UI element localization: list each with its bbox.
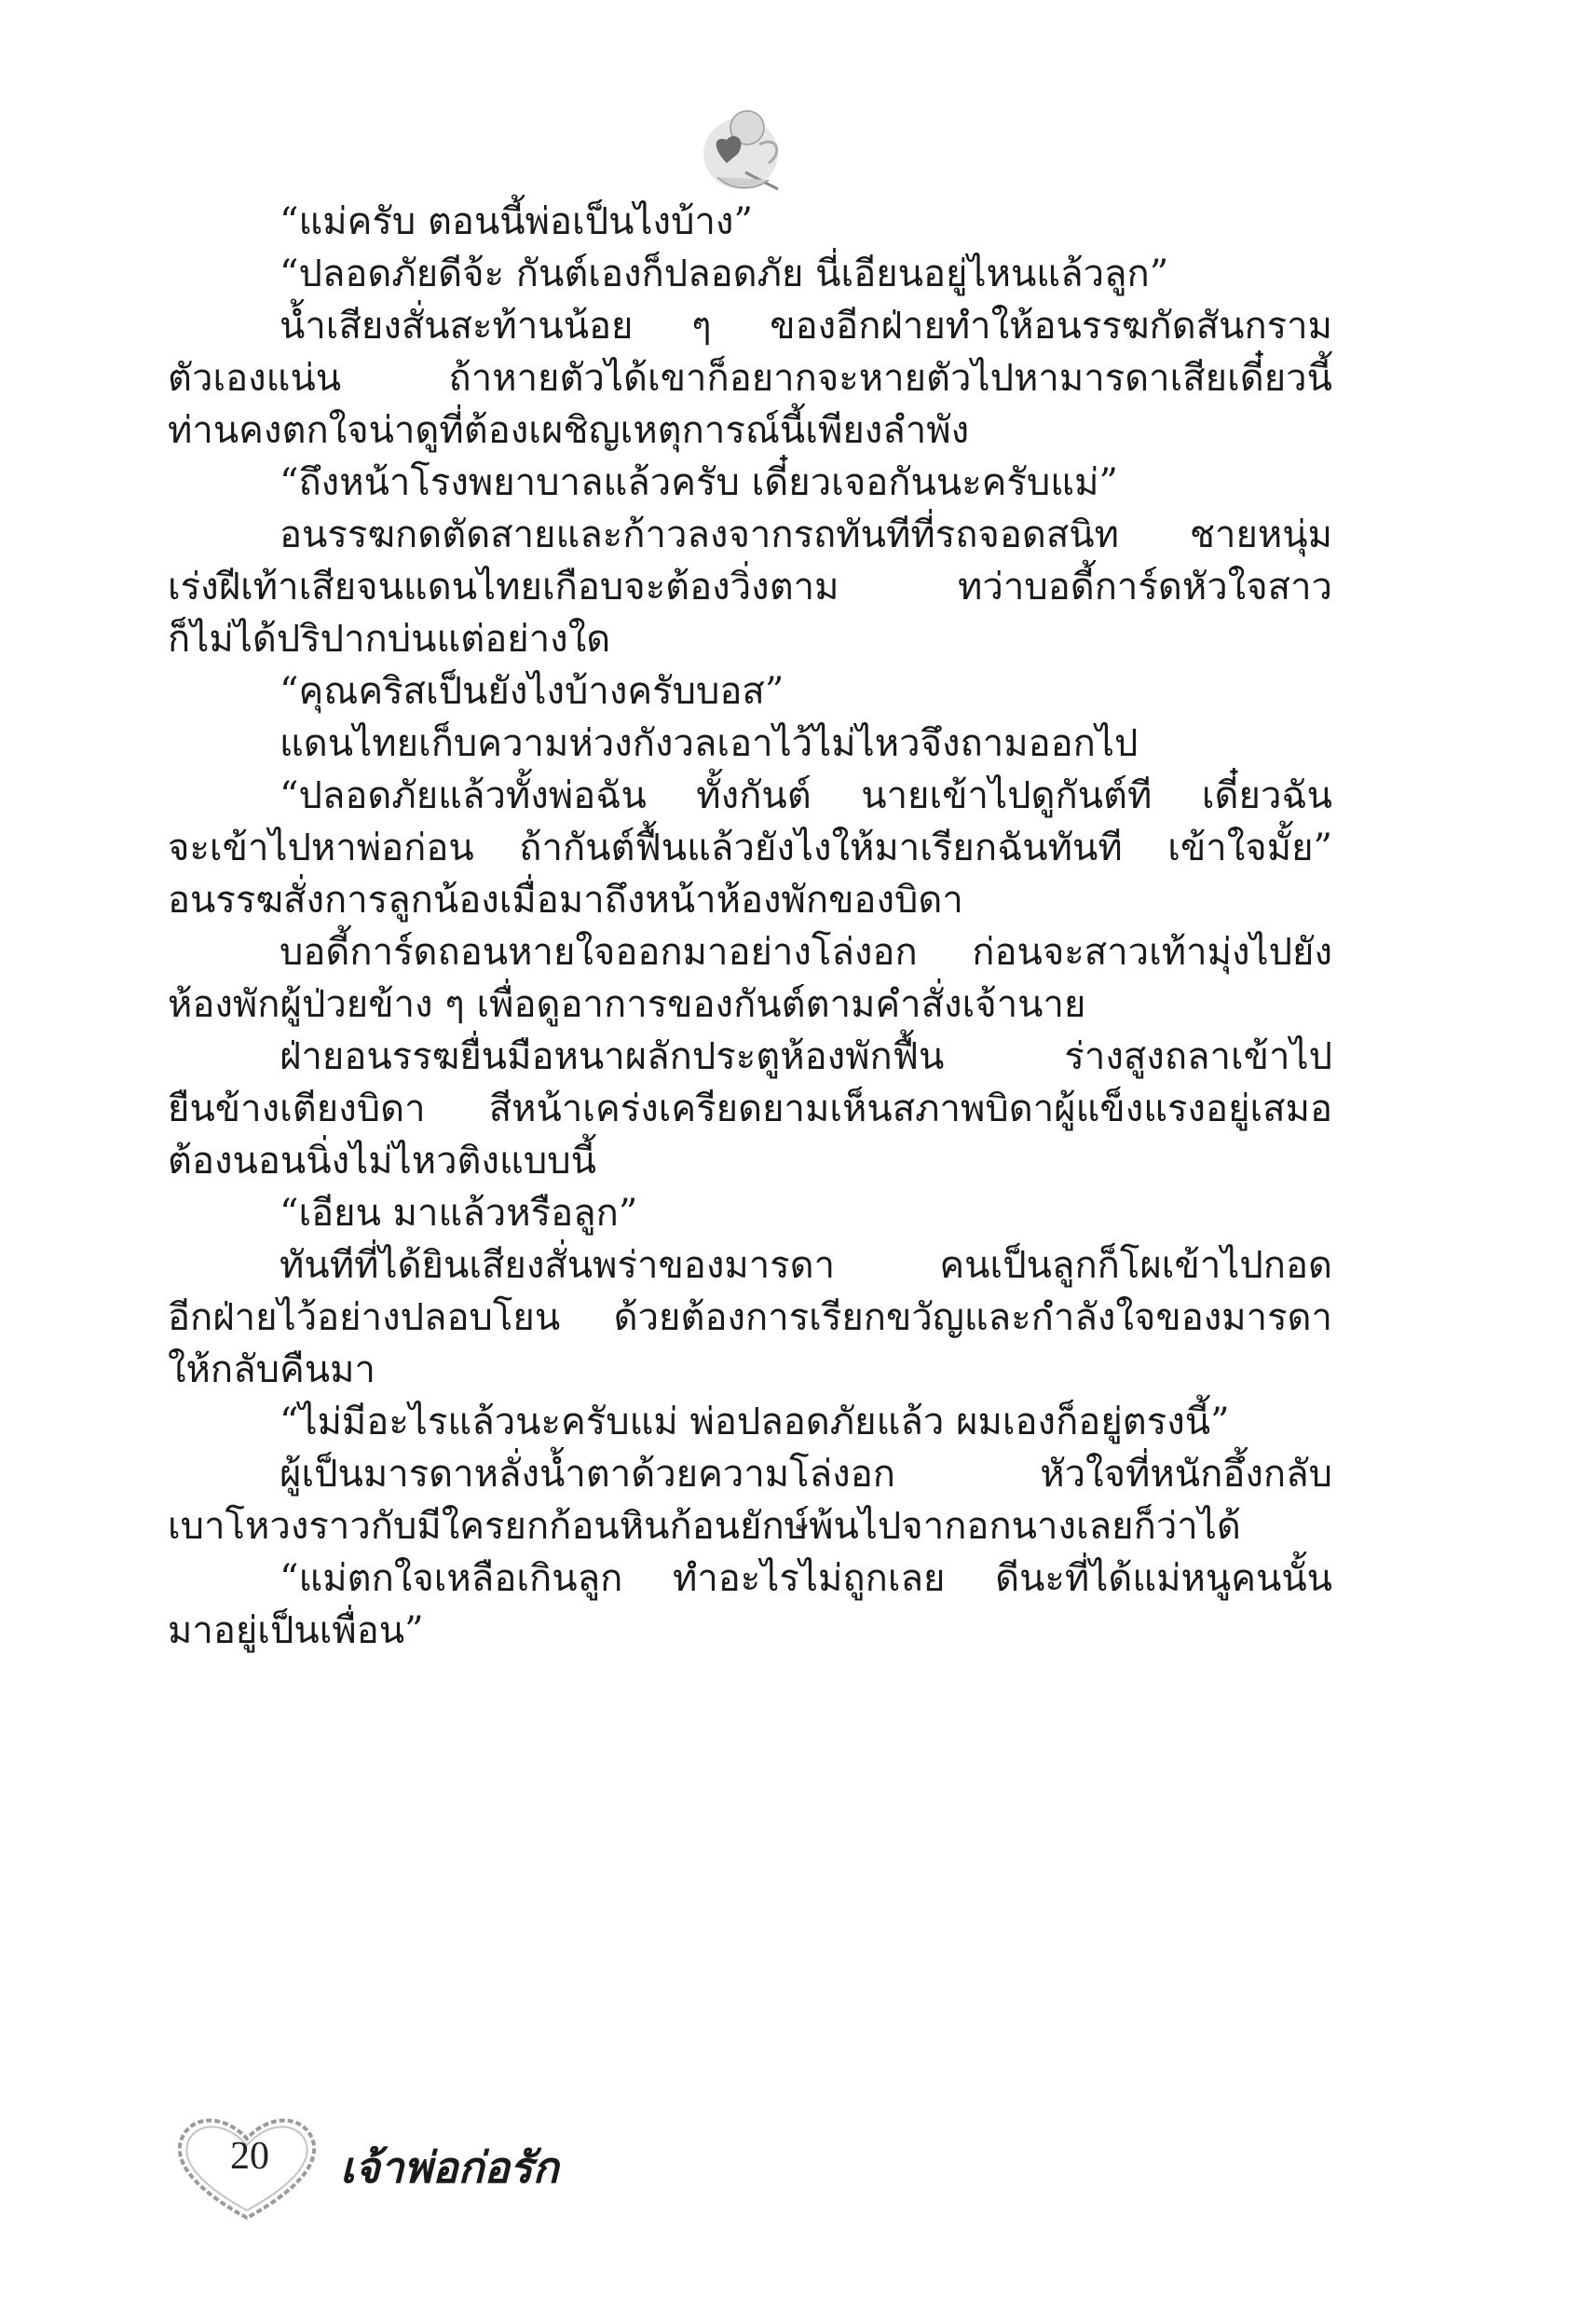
- text-line: เร่งฝีเท้าเสียจนแดนไทยเกือบจะต้องวิ่งตาม ทว่าบอดี้การ์ดหัวใจสาว: [168, 566, 1332, 609]
- text-line: “ไม่มีอะไรแล้วนะครับแม่ พ่อปลอดภัยแล้ว ผมเองก็อยู่ตรงนี้”: [280, 1401, 1230, 1443]
- text-line: ให้กลับคืนมา: [168, 1348, 375, 1391]
- text-line: ฝ่ายอนรรฆยื่นมือหนาผลักประตูห้องพักฟื้น ร่างสูงถลาเข้าไป: [280, 1035, 1332, 1078]
- text-line: ตัวเองแน่น ถ้าหายตัวได้เขาก็อยากจะหายตัวไปหามารดาเสียเดี๋ยวนี้: [168, 357, 1332, 400]
- text-line: ผู้เป็นมารดาหลั่งน้ำตาด้วยความโล่งอก หัวใจที่หนักอึ้งกลับ: [280, 1453, 1332, 1496]
- text-line: ทันทีที่ได้ยินเสียงสั่นพร่าของมารดา คนเป็นลูกก็โผเข้าไปกอด: [280, 1244, 1332, 1287]
- page-footer: [168, 2106, 634, 2227]
- text-line: ต้องนอนนิ่งไม่ไหวติงแบบนี้: [168, 1140, 596, 1183]
- cupid-ornament-icon: [689, 98, 792, 200]
- text-line: แดนไทยเก็บความห่วงกังวลเอาไว้ไม่ไหวจึงถามออกไป: [280, 722, 1139, 765]
- text-line: อีกฝ่ายไว้อย่างปลอบโยน ด้วยต้องการเรียกขวัญและกำลังใจของมารดา: [168, 1296, 1332, 1339]
- text-line: เบาโหวงราวกับมีใครยกก้อนหินก้อนยักษ์พ้นไปจากอกนางเลยก็ว่าได้: [168, 1505, 1241, 1548]
- text-line: “แม่ตกใจเหลือเกินลูก ทำอะไรไม่ถูกเลย ดีนะที่ได้แม่หนูคนนั้น: [280, 1557, 1332, 1600]
- text-line: “ปลอดภัยดีจ้ะ กันต์เองก็ปลอดภัย นี่เอียนอยู่ไหนแล้วลูก”: [280, 253, 1169, 295]
- text-line: จะเข้าไปหาพ่อก่อน ถ้ากันต์ฟื้นแล้วยังไงให้มาเรียกฉันทันที เข้าใจมั้ย”: [168, 827, 1332, 869]
- page-number: 20: [230, 2135, 269, 2178]
- text-line: อนรรฆกดตัดสายและก้าวลงจากรถทันทีที่รถจอดสนิท ชายหนุ่ม: [280, 513, 1332, 556]
- text-line: “ถึงหน้าโรงพยาบาลแล้วครับ เดี๋ยวเจอกันนะครับแม่”: [280, 461, 1118, 504]
- text-line: ห้องพักผู้ป่วยข้าง ๆ เพื่อดูอาการของกันต์ตามคำสั่งเจ้านาย: [168, 983, 1086, 1026]
- text-line: “แม่ครับ ตอนนี้พ่อเป็นไงบ้าง”: [280, 200, 753, 243]
- text-line: บอดี้การ์ดถอนหายใจออกมาอย่างโล่งอก ก่อนจะสาวเท้ามุ่งไปยัง: [280, 931, 1332, 974]
- text-line: มาอยู่เป็นเพื่อน”: [168, 1609, 424, 1652]
- text-line: “เอียน มาแล้วหรือลูก”: [280, 1192, 638, 1235]
- text-line: “คุณคริสเป็นยังไงบ้างครับบอส”: [280, 670, 784, 713]
- text-line: ก็ไม่ได้ปริปากบ่นแต่อย่างใด: [168, 618, 611, 661]
- text-line: ยืนข้างเตียงบิดา สีหน้าเคร่งเครียดยามเห็นสภาพบิดาผู้แข็งแรงอยู่เสมอ: [168, 1087, 1332, 1130]
- page-body-text: [168, 196, 1332, 1657]
- text-line: อนรรฆสั่งการลูกน้องเมื่อมาถึงหน้าห้องพักของบิดา: [168, 879, 963, 922]
- text-line: “ปลอดภัยแล้วทั้งพ่อฉัน ทั้งกันต์ นายเข้าไปดูกันต์ที เดี๋ยวฉัน: [280, 774, 1332, 817]
- text-line: น้ำเสียงสั่นสะท้านน้อย ๆ ของอีกฝ่ายทำให้อนรรฆกัดสันกราม: [280, 305, 1332, 348]
- text-line: ท่านคงตกใจน่าดูที่ต้องเผชิญเหตุการณ์นี้เพียงลำพัง: [168, 409, 970, 452]
- book-title: เจ้าพ่อก่อรัก: [340, 2142, 559, 2193]
